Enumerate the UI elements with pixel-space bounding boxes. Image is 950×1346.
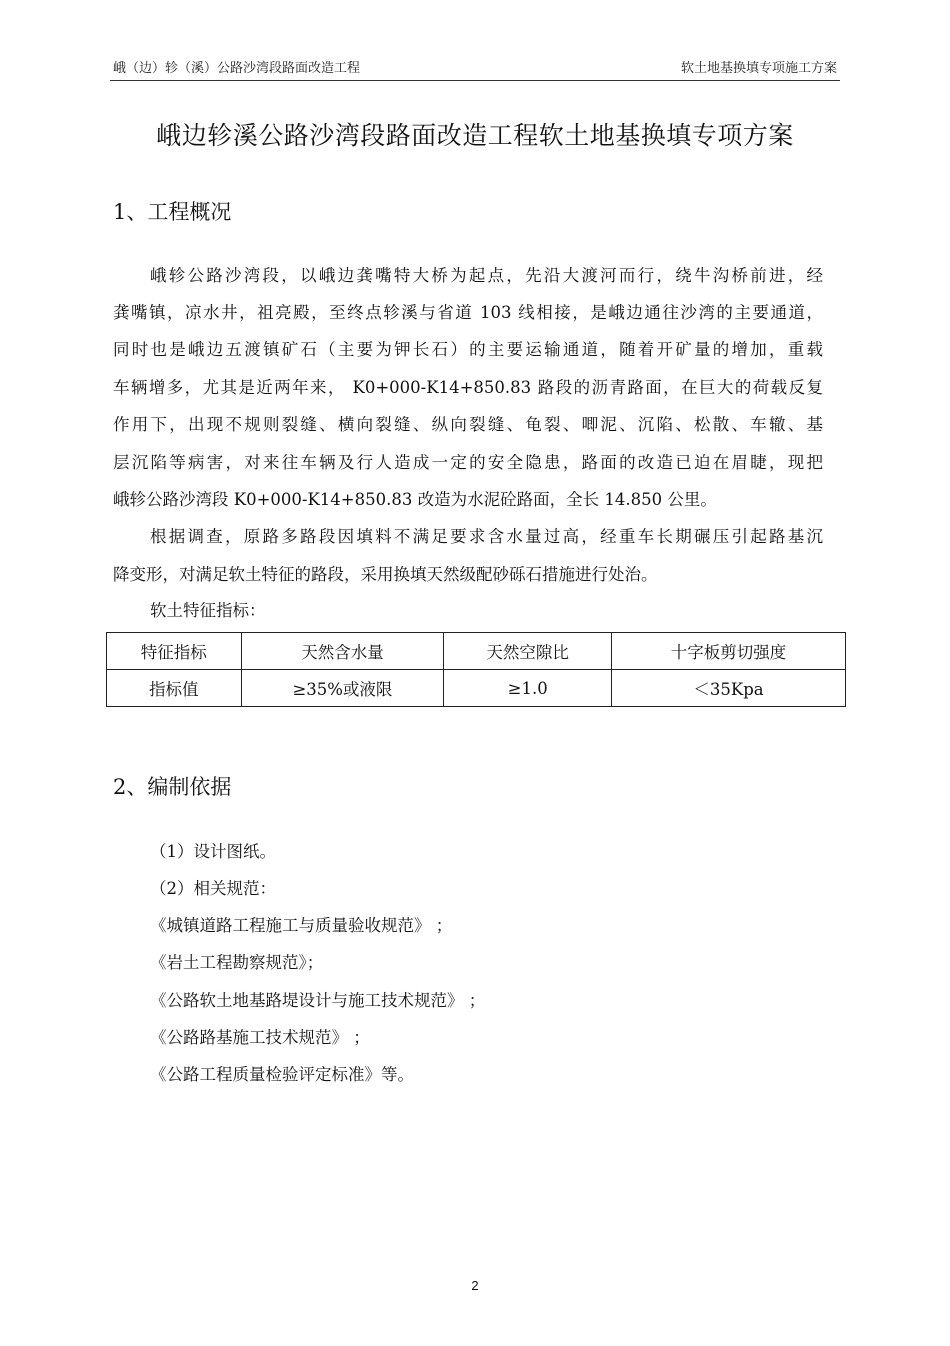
soft-soil-spec-table: [106, 632, 846, 707]
table-label: 软土特征指标：: [150, 601, 266, 620]
table-cell: 指标值: [107, 670, 242, 707]
paragraph-line: 峨轸公路沙湾段 K0+000-K14+850.83 改造为水泥砼路面，全长 14.850 公里。: [113, 490, 717, 509]
section-1-heading: 1、工程概况: [113, 200, 232, 224]
table-header-cell: 天然空隙比: [444, 633, 612, 670]
paragraph-line: 层沉陷等病害，对来往车辆及行人造成一定的安全隐患，路面的改造已迫在眉睫，现把: [113, 453, 823, 472]
header-left: 峨（边）轸（溪）公路沙湾段路面改造工程: [113, 61, 361, 76]
table-row: [107, 670, 846, 707]
paragraph-line: 龚嘴镇，凉水井，祖亮殿，至终点轸溪与省道 103 线相接，是峨边通往沙湾的主要通道，: [113, 303, 823, 322]
paragraph-line: 峨轸公路沙湾段，以峨边龚嘴特大桥为起点，先沿大渡河而行，绕牛沟桥前进，经: [150, 266, 823, 285]
table-header-cell: 十字板剪切强度: [612, 633, 846, 670]
header-right: 软土地基换填专项施工方案: [680, 61, 837, 76]
table-cell: ≥35%或液限: [241, 670, 444, 707]
list-item: 《城镇道路工程施工与质量验收规范》 ；: [150, 916, 453, 935]
paragraph-line: 同时也是峨边五渡镇矿石（主要为钾长石）的主要运输通道，随着开矿量的增加，重载: [113, 340, 823, 359]
table-header-row: [107, 633, 846, 670]
list-item: （1）设计图纸。: [150, 842, 276, 861]
paragraph-line: 车辆增多，尤其是近两年来， K0+000-K14+850.83 路段的沥青路面，在巨大的荷载反复: [113, 378, 823, 397]
list-item: 《公路路基施工技术规范》 ；: [150, 1028, 370, 1047]
list-item: 《公路工程质量检验评定标准》等。: [150, 1065, 414, 1084]
paragraph-line: 根据调查，原路多路段因填料不满足要求含水量过高，经重车长期碾压引起路基沉: [150, 527, 823, 546]
list-item: 《岩土工程勘察规范》；: [150, 953, 324, 972]
paragraph-line: 降变形，对满足软土特征的路段，采用换填天然级配砂砾石措施进行处治。: [113, 565, 658, 584]
document-title: 峨边轸溪公路沙湾段路面改造工程软土地基换填专项方案: [156, 121, 794, 150]
header-divider: [110, 80, 840, 81]
list-item: 《公路软土地基路堤设计与施工技术规范》 ；: [150, 991, 486, 1010]
table-cell: ＜35Kpa: [612, 670, 846, 707]
section-2-heading: 2、编制依据: [113, 775, 232, 799]
table-header-cell: 特征指标: [107, 633, 242, 670]
paragraph-line: 作用下，出现不规则裂缝、横向裂缝、纵向裂缝、龟裂、唧泥、沉陷、松散、车辙、基: [113, 415, 823, 434]
list-item: （2）相关规范：: [150, 879, 276, 898]
page-number: 2: [471, 1278, 479, 1293]
table-header-cell: 天然含水量: [241, 633, 444, 670]
table-cell: ≥1.0: [444, 670, 612, 707]
